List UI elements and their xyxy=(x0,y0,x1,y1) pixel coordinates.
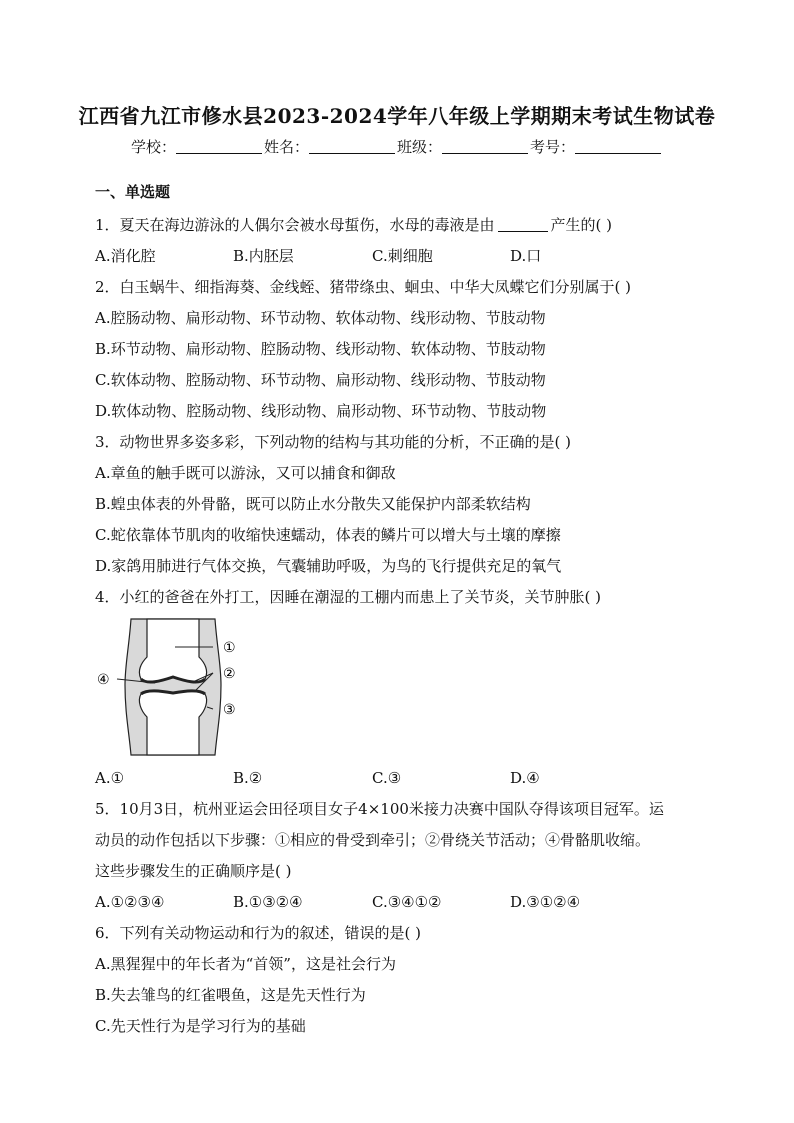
exam-no-label: 考号： xyxy=(530,138,576,156)
figure-label-4: ④ xyxy=(97,672,110,688)
question-4-stem: 4．小红的爸爸在外打工，因睡在潮湿的工棚内而患上了关节炎，关节肿胀( ) xyxy=(95,588,602,606)
question-5-options xyxy=(95,887,705,918)
question-4-options xyxy=(95,763,705,794)
exam-content xyxy=(95,180,705,1042)
q6-option-c: C.先天性行为是学习行为的基础 xyxy=(95,1017,306,1035)
q1-option-b: B.内胚层 xyxy=(233,247,294,265)
q2-option-a: A.腔肠动物、扁形动物、环节动物、软体动物、线形动物、节肢动物 xyxy=(95,309,546,327)
q2-option-d: D.软体动物、腔肠动物、线形动物、扁形动物、环节动物、节肢动物 xyxy=(95,402,547,420)
student-info-line xyxy=(0,136,794,157)
exam-title: 江西省九江市修水县2023-2024学年八年级上学期期末考试生物试卷 xyxy=(78,104,716,128)
question-3-stem: 3．动物世界多姿多彩，下列动物的结构与其功能的分析，不正确的是( ) xyxy=(95,433,572,451)
question-5-line1: 5．10月3日，杭州亚运会田径项目女子4×100米接力决赛中国队夺得该项目冠军。运 xyxy=(95,800,664,818)
class-blank xyxy=(442,139,528,154)
joint-diagram xyxy=(95,617,705,757)
q3-option-c: C.蛇依靠体节肌肉的收缩快速蠕动，体表的鳞片可以增大与土壤的摩擦 xyxy=(95,526,561,544)
q3-option-d: D.家鸽用肺进行气体交换，气囊辅助呼吸，为鸟的飞行提供充足的氧气 xyxy=(95,557,562,575)
question-1-blank xyxy=(498,217,548,232)
question-1-stem-part2: 产生的( ) xyxy=(550,216,613,234)
question-5-line3: 这些步骤发生的正确顺序是( ) xyxy=(95,862,292,880)
school-blank xyxy=(176,139,262,154)
q5-option-b: B.①③②④ xyxy=(233,893,303,911)
name-label: 姓名： xyxy=(263,138,309,156)
q5-option-d: D.③①②④ xyxy=(510,893,581,911)
section-title: 一、单选题 xyxy=(95,183,171,201)
q4-option-d: D.④ xyxy=(510,769,540,787)
knee-joint-illustration xyxy=(95,617,255,757)
q4-option-a: A.① xyxy=(95,769,125,787)
q3-option-a: A.章鱼的触手既可以游泳，又可以捕食和御敌 xyxy=(95,464,396,482)
figure-label-3: ③ xyxy=(223,702,236,718)
q2-option-b: B.环节动物、扁形动物、腔肠动物、线形动物、软体动物、节肢动物 xyxy=(95,340,546,358)
figure-label-2: ② xyxy=(223,666,236,682)
question-1-stem xyxy=(95,210,705,241)
q3-option-b: B.蝗虫体表的外骨骼，既可以防止水分散失又能保护内部柔软结构 xyxy=(95,495,531,513)
q1-option-c: C.刺细胞 xyxy=(372,247,433,265)
q1-option-d: D.口 xyxy=(510,247,542,265)
question-2-stem: 2．白玉蜗牛、细指海葵、金线蛭、猪带绦虫、蛔虫、中华大凤蝶它们分别属于( ) xyxy=(95,278,632,296)
class-label: 班级： xyxy=(397,138,443,156)
question-1-stem-part1: 1．夏天在海边游泳的人偶尔会被水母蜇伤，水母的毒液是由 xyxy=(95,216,495,234)
q1-option-a: A.消化腔 xyxy=(95,247,156,265)
q4-option-c: C.③ xyxy=(372,769,402,787)
question-5-line2: 动员的动作包括以下步骤：①相应的骨受到牵引；②骨绕关节活动；④骨骼肌收缩。 xyxy=(95,831,651,849)
school-label: 学校： xyxy=(130,138,176,156)
q4-option-b: B.② xyxy=(233,769,263,787)
q6-option-a: A.黑猩猩中的年长者为“首领”，这是社会行为 xyxy=(95,955,396,973)
q5-option-c: C.③④①② xyxy=(372,893,442,911)
question-6-stem: 6．下列有关动物运动和行为的叙述，错误的是( ) xyxy=(95,924,422,942)
q2-option-c: C.软体动物、腔肠动物、环节动物、扁形动物、线形动物、节肢动物 xyxy=(95,371,546,389)
q5-option-a: A.①②③④ xyxy=(95,893,165,911)
upper-bone xyxy=(139,619,206,682)
q6-option-b: B.失去雏鸟的红雀喂鱼，这是先天性行为 xyxy=(95,986,366,1004)
exam-no-blank xyxy=(575,139,661,154)
name-blank xyxy=(309,139,395,154)
lower-bone xyxy=(139,691,206,755)
question-1-options xyxy=(95,241,705,272)
figure-label-1: ① xyxy=(223,640,236,656)
